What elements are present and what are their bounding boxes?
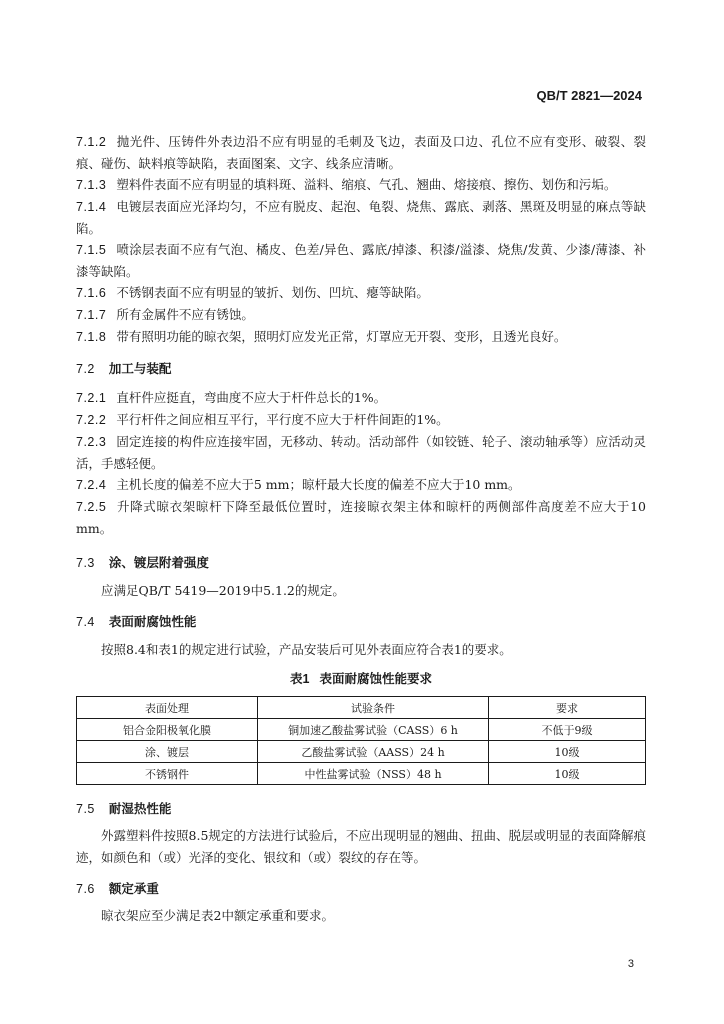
clause-7-2-4 xyxy=(76,474,646,496)
section-heading-7-4 xyxy=(76,612,646,630)
section-title: 表面耐腐蚀性能 xyxy=(108,615,197,629)
clause-text: 喷涂层表面不应有气泡、橘皮、色差/异色、露底/掉漆、积漆/溢漆、烧焦/发黄、少漆/薄漆、补漆等缺陷。 xyxy=(76,242,646,279)
section-title: 加工与装配 xyxy=(108,362,172,376)
clause-number: 7.2.3 xyxy=(76,435,107,449)
table-cell: 10级 xyxy=(489,763,646,785)
header-cell: 要求 xyxy=(489,697,646,719)
clause-list-7-1 xyxy=(76,131,646,348)
table-cell: 不锈钢件 xyxy=(77,763,258,785)
clause-number: 7.1.7 xyxy=(76,308,107,322)
table-cell: 不低于9级 xyxy=(489,719,646,741)
clause-7-1-2 xyxy=(76,131,646,174)
clause-text: 平行杆件之间应相互平行，平行度不应大于杆件间距的1%。 xyxy=(116,412,449,427)
clause-text: 抛光件、压铸件外表边沿不应有明显的毛刺及飞边，表面及口边、孔位不应有变形、破裂、裂痕、碰伤、缺料痕等缺陷，表面图案、文字、线条应清晰。 xyxy=(76,134,646,171)
header-cell: 表面处理 xyxy=(77,697,258,719)
section-title: 额定承重 xyxy=(108,882,159,896)
table-row xyxy=(77,741,646,763)
clause-text: 塑料件表面不应有明显的填料斑、溢料、缩痕、气孔、翘曲、熔接痕、擦伤、划伤和污垢。 xyxy=(116,177,617,192)
clause-number: 7.2.5 xyxy=(76,500,107,514)
clause-list-7-2 xyxy=(76,387,646,539)
clause-7-2-5 xyxy=(76,496,646,539)
clause-text: 固定连接的构件应连接牢固，无移动、转动。活动部件（如铰链、轮子、滚动轴承等）应活动灵活，手感轻便。 xyxy=(76,434,646,471)
clause-7-2-2 xyxy=(76,409,646,431)
table-row xyxy=(77,763,646,785)
table-cell: 涂、镀层 xyxy=(77,741,258,763)
section-heading-7-3 xyxy=(76,553,646,571)
clause-number: 7.2.2 xyxy=(76,413,107,427)
section-7-4-text: 按照8.4和表1的规定进行试验，产品安装后可见外表面应符合表1的要求。 xyxy=(101,642,512,657)
table-cell: 中性盐雾试验（NSS）48 h xyxy=(258,763,489,785)
clause-number: 7.1.5 xyxy=(76,243,107,257)
clause-number: 7.1.8 xyxy=(76,330,107,344)
section-heading-7-5 xyxy=(76,799,646,817)
clause-text: 升降式晾衣架晾杆下降至最低位置时，连接晾衣架主体和晾杆的两侧部件高度差不应大于10 mm。 xyxy=(76,499,646,536)
clause-7-1-6 xyxy=(76,282,646,304)
clause-number: 7.1.2 xyxy=(76,135,107,149)
clause-number: 7.1.6 xyxy=(76,286,107,300)
clause-text: 电镀层表面应光泽均匀，不应有脱皮、起泡、龟裂、烧焦、露底、剥落、黑斑及明显的麻点等缺陷。 xyxy=(76,199,646,236)
table-header-row xyxy=(77,697,646,719)
section-number: 7.5 xyxy=(76,802,95,816)
clause-text: 所有金属件不应有锈蚀。 xyxy=(116,307,254,322)
standard-code: QB/T 2821—2024 xyxy=(536,88,642,103)
page-number: 3 xyxy=(627,958,634,970)
document-body xyxy=(76,131,646,927)
clause-text: 直杆件应挺直，弯曲度不应大于杆件总长的1%。 xyxy=(116,390,387,405)
section-7-3-text: 应满足QB/T 5419—2019中5.1.2的规定。 xyxy=(101,583,345,598)
clause-number: 7.1.4 xyxy=(76,200,107,214)
clause-7-1-7 xyxy=(76,304,646,326)
section-title: 耐湿热性能 xyxy=(108,802,172,816)
clause-number: 7.2.4 xyxy=(76,478,107,492)
clause-number: 7.1.3 xyxy=(76,178,107,192)
clause-7-1-4 xyxy=(76,196,646,239)
table-cell: 乙酸盐雾试验（AASS）24 h xyxy=(258,741,489,763)
clause-text: 主机长度的偏差不应大于5 mm；晾杆最大长度的偏差不应大于10 mm。 xyxy=(116,477,521,492)
section-number: 7.2 xyxy=(76,362,95,376)
section-number: 7.3 xyxy=(76,556,95,570)
header-cell: 试验条件 xyxy=(258,697,489,719)
section-7-5-text: 外露塑料件按照8.5规定的方法进行试验后，不应出现明显的翘曲、扭曲、脱层或明显的表面降解痕迹，如颜色和（或）光泽的变化、银纹和（或）裂纹的存在等。 xyxy=(76,828,646,865)
section-heading-7-2 xyxy=(76,359,646,377)
table-cell: 铝合金阳极氧化膜 xyxy=(77,719,258,741)
table-number: 表1 xyxy=(290,672,310,686)
section-number: 7.6 xyxy=(76,882,95,896)
corrosion-table xyxy=(76,696,646,785)
clause-text: 不锈钢表面不应有明显的皱折、划伤、凹坑、瘪等缺陷。 xyxy=(116,285,429,300)
section-7-6-text: 晾衣架应至少满足表2中额定承重和要求。 xyxy=(101,908,334,923)
table-cell: 铜加速乙酸盐雾试验（CASS）6 h xyxy=(258,719,489,741)
clause-text: 带有照明功能的晾衣架，照明灯应发光正常，灯罩应无开裂、变形，且透光良好。 xyxy=(116,329,567,344)
clause-7-1-8 xyxy=(76,326,646,348)
table-title: 表面耐腐蚀性能要求 xyxy=(319,672,432,686)
clause-number: 7.2.1 xyxy=(76,391,107,405)
clause-7-1-5 xyxy=(76,239,646,282)
clause-7-2-3 xyxy=(76,431,646,474)
section-number: 7.4 xyxy=(76,615,95,629)
section-heading-7-6 xyxy=(76,879,646,897)
section-title: 涂、镀层附着强度 xyxy=(108,556,209,570)
table-cell: 10级 xyxy=(489,741,646,763)
clause-7-1-3 xyxy=(76,174,646,196)
table-1-caption xyxy=(76,669,646,687)
table-row xyxy=(77,719,646,741)
clause-7-2-1 xyxy=(76,387,646,409)
